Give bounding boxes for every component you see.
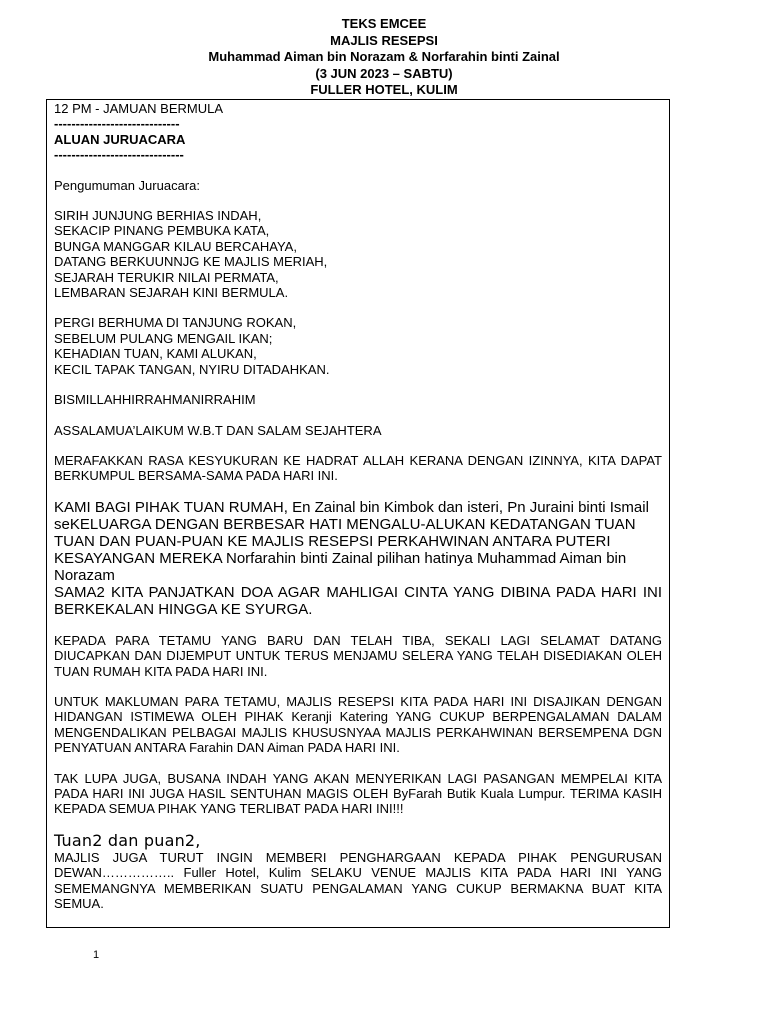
pantun-line: KECIL TAPAK TANGAN, NYIRU DITADAHKAN. [54,361,330,377]
venue-appreciation-paragraph: MAJLIS JUGA TURUT INGIN MEMBERI PENGHARGAAN KEPADA PIHAK PENGURUSAN DEWAN…………….. Fuller Hotel, Kulim SELAKU VENUE MAJLIS KITA PADA HARI INI YANG SEMEMANGNYA MEMBERIKAN SUATU PENGALAMAN YANG CUKUP BERMAKNA BUAT KITA SEMUA. [54,849,662,911]
time-line: 12 PM - JAMUAN BERMULA [54,101,224,116]
pantun-line: PERGI BERHUMA DI TANJUNG ROKAN, [54,315,297,331]
page-number: 1 [93,949,100,961]
header-venue: FULLER HOTEL, KULIM [310,82,458,97]
guests-paragraph: KEPADA PARA TETAMU YANG BARU DAN TELAH TIBA, SEKALI LAGI SELAMAT DATANG DIUCAPKAN DAN DIJEMPUT UNTUK TERUS MENJAMU SELERA YANG TELAH DISEDIAKAN OLEH TUAN RUMAH KITA PADA HARI INI. [54,632,662,679]
pantun-line: LEMBARAN SEJARAH KINI BERMULA. [54,285,289,301]
pantun-line: BUNGA MANGGAR KILAU BERCAHAYA, [54,238,297,254]
pantun-line: SIRIH JUNJUNG BERHIAS INDAH, [54,208,262,224]
pantun-line: SEKACIP PINANG PEMBUKA KATA, [54,223,270,239]
pantun-line: SEJARAH TERUKIR NILAI PERMATA, [54,269,279,285]
divider: ----------------------------- [54,116,180,132]
host-welcome-paragraph: KAMI BAGI PIHAK TUAN RUMAH, En Zainal bin Kimbok dan isteri, Pn Juraini binti Ismail seKELUARGA DENGAN BERBESAR HATI MENGALU-ALUKAN KEDATANGAN TUAN TUAN DAN PUAN-PUAN KE MAJLIS RESEPSI PERKAHWINAN ANTARA PUTERI KESAYANGAN MEREKA Norfarahin binti Zainal pilihan hatinya Muhammad Aiman bin Norazam [54,498,649,584]
pantun-1 [54,208,662,300]
address-line: Tuan2 dan puan2, [54,830,201,850]
divider: ------------------------------ [54,147,184,163]
greeting: ASSALAMUA’LAIKUM W.B.T DAN SALAM SEJAHTERA [54,422,382,438]
gratitude-paragraph: MERAFAKKAN RASA KESYUKURAN KE HADRAT ALLAH KERANA DENGAN IZINNYA, KITA DAPAT BERKUMPUL BERSAMA-SAMA PADA HARI INI. [54,452,662,484]
header-date: (3 JUN 2023 – SABTU) [315,65,453,81]
header-title: TEKS EMCEE [341,16,427,31]
bismillah: BISMILLAHHIRRAHMANIRRAHIM [54,392,256,408]
pantun-2 [54,315,662,377]
header-couple-names: Muhammad Aiman bin Norazam & Norfarahin binti Zainal [208,49,560,64]
document-header [0,16,768,99]
pantun-line: KEHADIAN TUAN, KAMI ALUKAN, [54,346,257,362]
section-title: ALUAN JURUACARA [54,131,186,147]
attire-paragraph: TAK LUPA JUGA, BUSANA INDAH YANG AKAN MENYERIKAN LAGI PASANGAN MEMPELAI KITA PADA HARI INI JUGA HASIL SENTUHAN MAGIS OLEH ByFarah Butik Kuala Lumpur. TERIMA KASIH KEPADA SEMUA PIHAK YANG TERLIBAT PADA HARI INI!!! [54,770,662,817]
prayer-paragraph: SAMA2 KITA PANJATKAN DOA AGAR MAHLIGAI CINTA YANG DIBINA PADA HARI INI BERKEKALAN HINGGA KE SYURGA. [54,583,662,618]
announcement-label: Pengumuman Juruacara: [54,177,200,193]
header-subtitle: MAJLIS RESEPSI [330,32,438,48]
catering-paragraph: UNTUK MAKLUMAN PARA TETAMU, MAJLIS RESEPSI KITA PADA HARI INI DISAJIKAN DENGAN HIDANGAN ISTIMEWA OLEH PIHAK Keranji Katering YANG CUKUP BERPENGALAMAN DALAM MENGENDALIKAN PELBAGAI MAJLIS KHUSUSNYAA MAJLIS PERKAHWINAN BERSEMPENA DGN PENYATUAN ANTARA Farahin DAN Aiman PADA HARI INI. [54,693,662,756]
pantun-line: DATANG BERKUUNNJG KE MAJLIS MERIAH, [54,254,328,270]
script-box [46,99,670,928]
pantun-line: SEBELUM PULANG MENGAIL IKAN; [54,330,273,346]
